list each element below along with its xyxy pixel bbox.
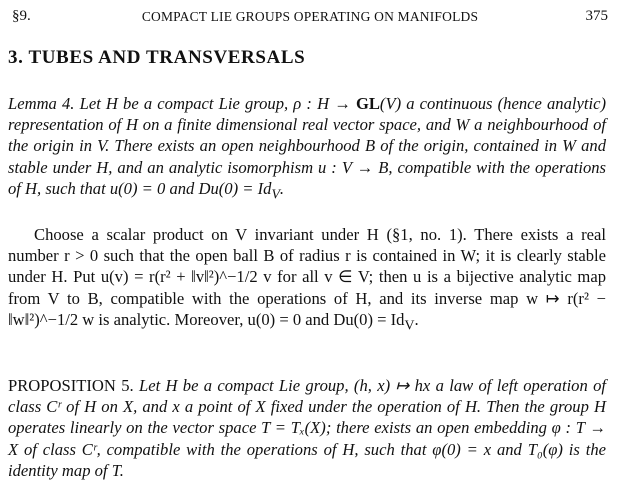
lemma-4 — [8, 93, 606, 204]
proof-text: Choose a scalar product on V invariant under H (§1, no. 1). There exists a real number r > 0 such that the open ball B of radius r is contained in W; it is clearly stable under H. Put u(v) = r(r² + ‖v‖²)^−1/2 v for all v ∈ V; then u is a bijective analytic map from V to B, compatible with the operations of H, and its inverse map w ↦ r(r² − ‖w‖²)^−1/2 w is analytic. Moreover, u(0) = 0 and Du(0) = Id — [8, 225, 606, 329]
running-head-title: COMPACT LIE GROUPS OPERATING ON MANIFOLDS — [141, 9, 479, 24]
lemma-text-a: Let H be a compact Lie group, ρ : H → — [79, 94, 356, 113]
running-head-section: §9. — [12, 8, 31, 24]
lemma-subscript: V — [271, 186, 280, 202]
proposition-text: Let H be a compact Lie group, (h, x) ↦ hx a law of left operation of class Cʳ of H on X, and x a point of X fixed under the operation of H. Then the group H operates linearly on the vector space T = Tₓ(X); there exists an open embedding φ : T → X of class Cʳ, compatible with the operations of H, such that φ(0) = x and T₀(φ) is the identity map of T. — [8, 376, 606, 480]
proof-paragraph — [8, 224, 606, 335]
lemma-label: Lemma 4. — [8, 94, 75, 113]
proof-end: . — [414, 309, 419, 329]
gl-symbol: GL — [355, 94, 380, 113]
page-number: 375 — [585, 8, 608, 24]
running-head — [12, 6, 608, 30]
lemma-end: . — [279, 178, 285, 198]
lemma-text-b: (V) a continuous (hence analytic) representation of H on a finite dimensional real vector space, and W a neighbourhood of the origin in V. There exists an open neighbourhood B of the origin, contained in W and stable under H, and an analytic isomorphism u : V → B, compatible with the operations of H, such that u(0) = 0 and Du(0) = Id — [8, 94, 606, 198]
proposition-label: PROPOSITION 5. — [8, 376, 134, 395]
section-heading: 3. TUBES AND TRANSVERSALS — [8, 47, 306, 68]
proposition-5 — [8, 375, 606, 481]
proof-subscript: V — [404, 317, 415, 333]
